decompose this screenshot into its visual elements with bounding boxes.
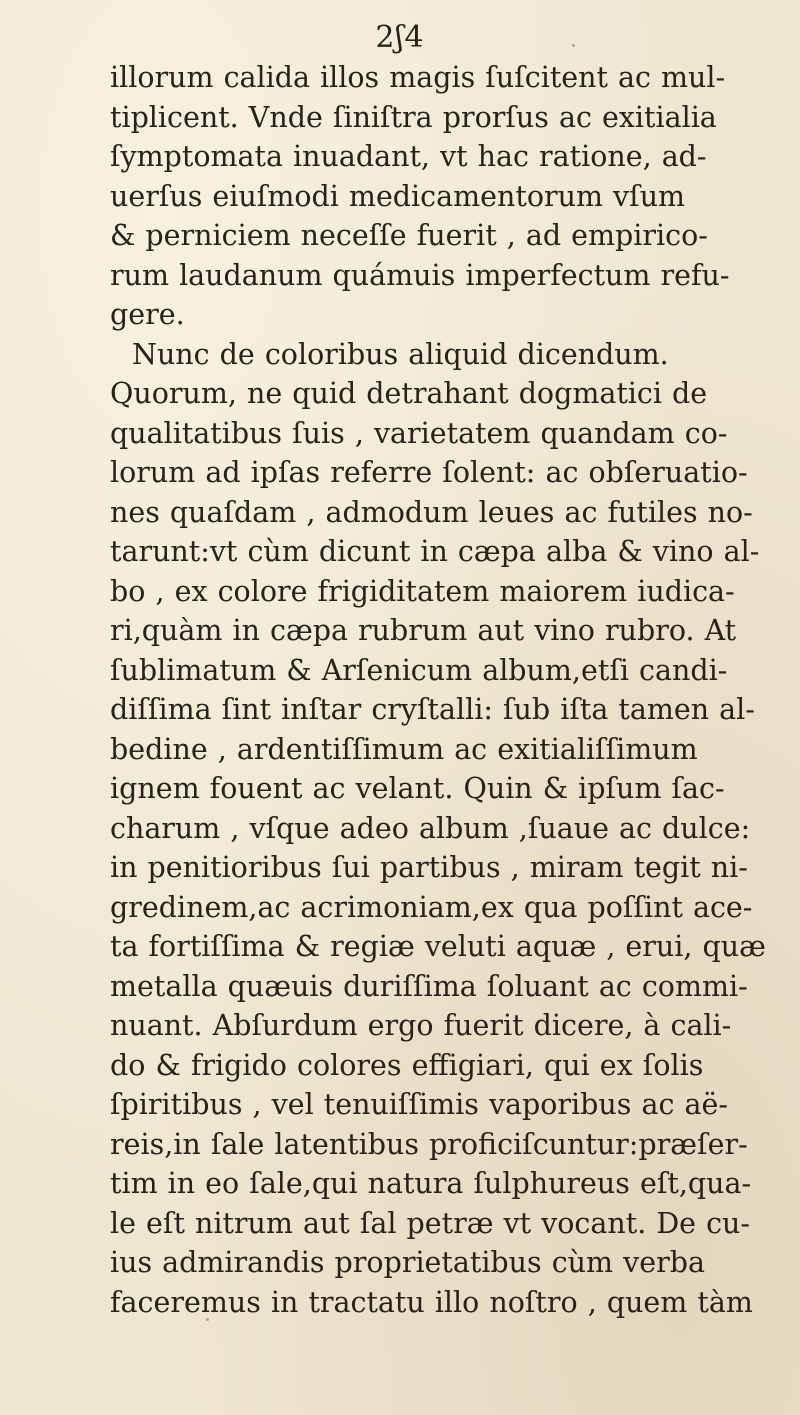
- text-line: rum laudanum quámuis imperfectum refu-: [110, 258, 730, 292]
- text-line: tiplicent. Vnde ſiniſtra prorſus ac exitialia: [110, 100, 717, 134]
- text-line: bedine , ardentiſſimum ac exitialiſſimum: [110, 732, 698, 766]
- text-line: lorum ad ipſas referre ſolent: ac obſeruatio-: [110, 456, 748, 489]
- text-line: diſſima ſint inſtar cryſtalli: ſub iſta tamen al-: [110, 693, 755, 726]
- text-line: charum , vſque adeo album ,ſuaue ac dulce:: [110, 811, 751, 845]
- text-line: illorum calida illos magis ſuſcitent ac mul-: [110, 61, 726, 94]
- text-line: gere.: [110, 298, 185, 331]
- text-line: le eſt nitrum aut ſal petræ vt vocant. De cu-: [110, 1206, 751, 1240]
- ink-speck: [572, 44, 575, 47]
- text-line: uerſus eiuſmodi medicamentorum vſum: [110, 179, 686, 213]
- body-text: [110, 58, 782, 1322]
- text-line: ta fortiſſima & regiæ veluti aquæ , erui, quæ: [110, 930, 766, 963]
- text-line: ſymptomata inuadant, vt hac ratione, ad-: [110, 140, 707, 173]
- text-line: do & frigido colores effigiari, qui ex ſolis: [110, 1048, 704, 1082]
- paragraph-start-line: Nunc de coloribus aliquid dicendum.: [132, 337, 669, 371]
- text-line: & perniciem neceſſe fuerit , ad empirico-: [110, 219, 708, 252]
- text-line: ius admirandis proprietatibus cùm verba: [110, 1246, 705, 1279]
- text-line: qualitatibus ſuis , varietatem quandam co-: [110, 416, 728, 450]
- text-line: ſublimatum & Arſenicum album,etſi candi-: [110, 653, 728, 687]
- text-line: nuant. Abſurdum ergo fuerit dicere, à cali-: [110, 1009, 732, 1042]
- text-line: metalla quæuis duriſſima ſoluant ac commi-: [110, 969, 748, 1003]
- text-line: faceremus in tractatu illo noſtro , quem tàm: [110, 1285, 753, 1319]
- text-line: bo , ex colore frigiditatem maiorem iudica-: [110, 574, 735, 608]
- text-line: in penitioribus ſui partibus , miram tegit ni-: [110, 851, 748, 884]
- text-line: Quorum, ne quid detrahant dogmatici de: [110, 377, 708, 410]
- text-line: tarunt:vt cùm dicunt in cæpa alba & vino al-: [110, 535, 760, 568]
- text-line: gredinem,ac acrimoniam,ex qua poſſint ace-: [110, 890, 753, 924]
- text-line: ri,quàm in cæpa rubrum aut vino rubro. At: [110, 614, 737, 647]
- ink-speck: [206, 1318, 209, 1321]
- text-line: ignem fouent ac velant. Quin & ipſum ſac-: [110, 772, 725, 805]
- page-number: 2ʃ4: [375, 20, 425, 55]
- text-line: ſpiritibus , vel tenuiſſimis vaporibus ac aë-: [110, 1088, 728, 1121]
- text-line: nes quaſdam , admodum leues ac futiles no-: [110, 495, 753, 529]
- text-line: reis,in ſale latentibus proficiſcuntur:præſer-: [110, 1127, 748, 1161]
- text-line: tim in eo ſale,qui natura ſulphureus eſt,qua-: [110, 1167, 752, 1200]
